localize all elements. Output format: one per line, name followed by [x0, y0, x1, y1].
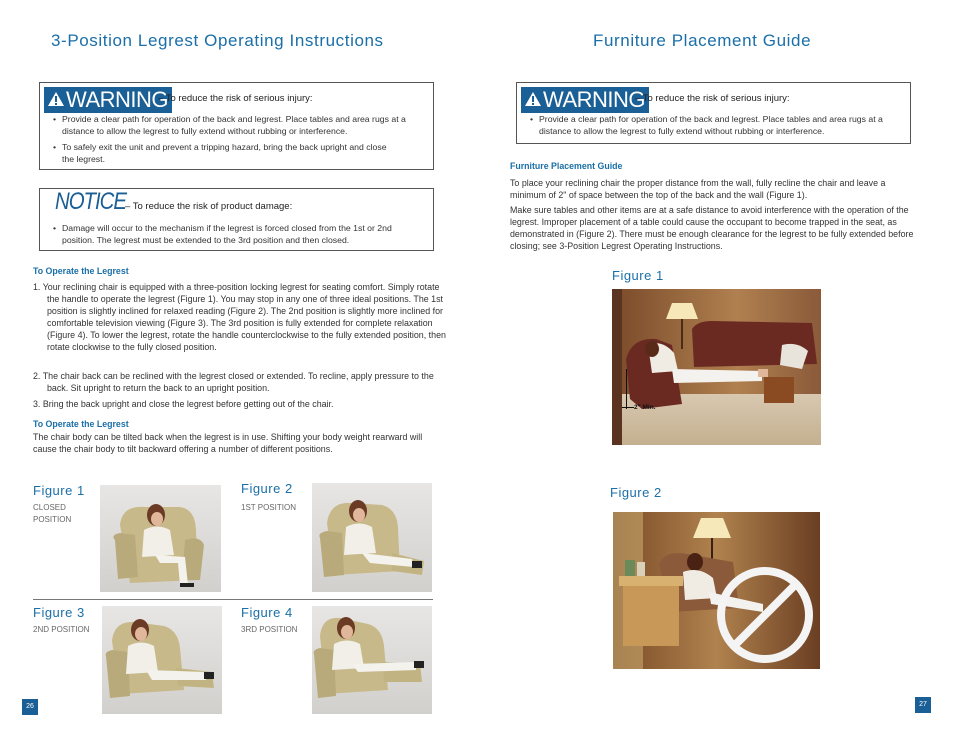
notice-bullet: • Damage will occur to the mechanism if the legrest is forced closed from the 1st or 2nd position. The legrest must be extended to the 3rd position and then closed.	[53, 223, 392, 245]
section-paragraph: To place your reclining chair the proper distance from the wall, fully recline the chair and leave a minimum of 2" of space between the top of the back and the wall (Figure 1).	[510, 178, 886, 200]
warning-bullet: • Provide a clear path for operation of the back and legrest. Place tables and area rugs at a distance to allow the legrest to fully extend without rubbing or interference.	[53, 114, 406, 136]
page-number: 27	[915, 697, 931, 713]
left-notice-box	[39, 188, 434, 251]
warning-bullet: • Provide a clear path for operation of the back and legrest. Place tables and area rugs at a distance to allow the legrest to fully extend without rubbing or interference.	[530, 114, 883, 136]
figure-label: Figure 2	[241, 481, 293, 496]
instruction-item-1: 1. Your reclining chair is equipped with a three-position locking legrest for seating comfort. Simply rotate the handle to operate the legrest (Figure 1). You may stop in any one of three ideal positions. The 1st position is slightly inclined for relaxed reading (Figure 2). The 2nd position is slightly more inclined for comfortable television viewing (Figure 3). The 3rd position is fully extended for complete relaxation (Figure 4). To lower the legrest, rotate the handle counterclockwise to the fully extended position, then rotate clockwise to the fully closed position.	[33, 282, 446, 352]
placement-figure-1-photo	[612, 289, 821, 445]
warning-subtitle: – To reduce the risk of serious injury:	[635, 93, 790, 104]
room-recliner-icon	[612, 289, 821, 445]
warning-badge-text: WARNING	[66, 87, 169, 112]
warning-subtitle: – To reduce the risk of serious injury:	[158, 93, 313, 104]
left-warning-box	[39, 82, 434, 170]
warning-badge-text: WARNING	[543, 87, 646, 112]
figure-4-photo	[312, 606, 432, 714]
figure-1-photo	[100, 485, 221, 592]
warning-triangle-icon	[48, 92, 64, 106]
figure-caption: 2ND POSITION	[33, 625, 90, 634]
instruction-item-3: 3. Bring the back upright and close the legrest before getting out of the chair.	[33, 399, 334, 409]
figure-caption: 3RD POSITION	[241, 625, 298, 634]
recliner-2nd-position-icon	[102, 606, 222, 714]
warning-bullet: • To safely exit the unit and prevent a tripping hazard, bring the back upright and close the legrest.	[53, 142, 387, 164]
recliner-1st-position-icon	[312, 483, 432, 592]
section-paragraph: The chair body can be tilted back when the legrest is in use. Shifting your body weight rearward will cause the chair body to tilt backward offering a number of different positions.	[33, 432, 423, 454]
figure-3-photo	[102, 606, 222, 714]
section-paragraph: Make sure tables and other items are at a safe distance to avoid interference with the operation of the legrest. Improper placement of a table could cause the occupant to become trapped in the seat, as demonstrated in (Figure 2). There must be enough clearance for the legrest to be fully extended before closing; see 3-Position Legrest Operating Instructions.	[510, 205, 914, 251]
figure-2-photo	[312, 483, 432, 592]
section-heading: To Operate the Legrest	[33, 266, 129, 276]
figure-caption: CLOSED POSITION	[33, 503, 72, 524]
section-heading: To Operate the Legrest	[33, 419, 129, 429]
section-heading: Furniture Placement Guide	[510, 161, 623, 171]
notice-badge: NOTICE	[55, 188, 126, 215]
figure-label: Figure 1	[612, 268, 664, 283]
notice-subtitle: – To reduce the risk of product damage:	[125, 201, 293, 212]
warning-triangle-icon	[525, 92, 541, 106]
figure-divider	[33, 599, 433, 600]
figure-label: Figure 4	[241, 605, 293, 620]
warning-badge	[521, 87, 649, 113]
left-page-title: 3-Position Legrest Operating Instructions	[51, 31, 384, 50]
figure-label: Figure 2	[610, 485, 662, 500]
min-distance-annotation: 2" Min.	[634, 404, 656, 411]
recliner-3rd-position-icon	[312, 606, 432, 714]
recliner-closed-icon	[100, 485, 221, 592]
instruction-item-2: 2. The chair back can be reclined with the legrest closed or extended. To recline, apply pressure to the back. Sit upright to return the back to an upright position.	[33, 371, 434, 393]
placement-figure-2-photo	[613, 512, 820, 669]
room-trapped-icon	[613, 512, 820, 669]
warning-badge	[44, 87, 172, 113]
right-page-title: Furniture Placement Guide	[593, 31, 812, 50]
right-warning-box	[516, 82, 911, 144]
figure-label: Figure 1	[33, 483, 85, 498]
page-number: 26	[22, 699, 38, 715]
figure-label: Figure 3	[33, 605, 85, 620]
figure-caption: 1ST POSITION	[241, 503, 296, 512]
